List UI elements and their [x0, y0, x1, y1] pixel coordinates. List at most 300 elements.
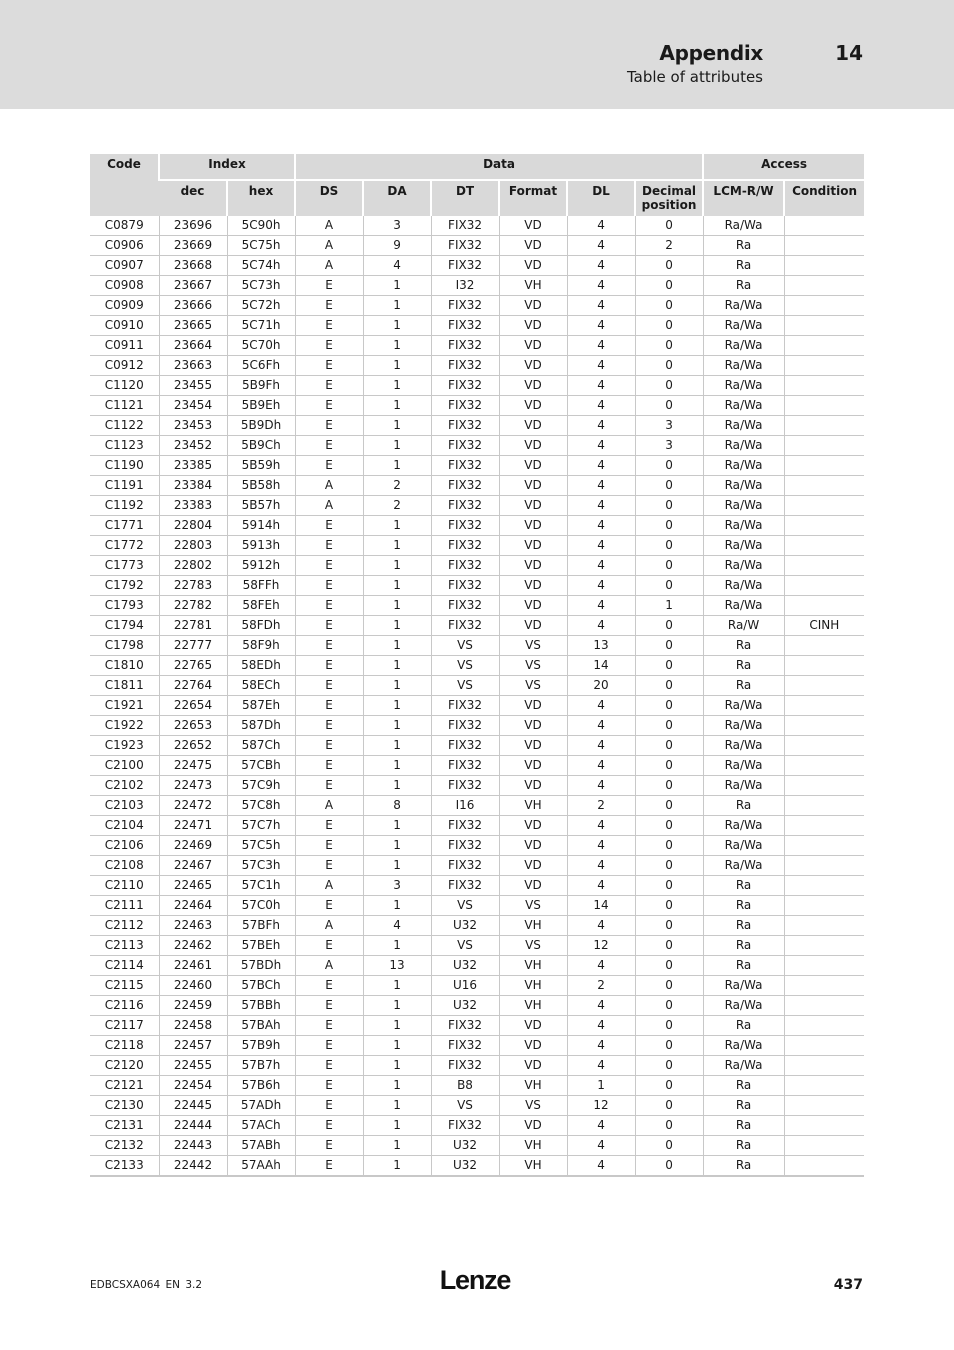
cell-dt: FIX32 [431, 776, 499, 796]
cell-dl: 14 [567, 896, 635, 916]
cell-hex: 57AAh [227, 1156, 295, 1177]
cell-condition [784, 756, 864, 776]
cell-format: VH [499, 276, 567, 296]
table-row [90, 396, 864, 416]
cell-condition [784, 896, 864, 916]
cell-da: 3 [363, 216, 431, 236]
cell-format: VD [499, 256, 567, 276]
cell-condition [784, 996, 864, 1016]
cell-dl: 4 [567, 396, 635, 416]
cell-format: VH [499, 1136, 567, 1156]
cell-code: C2100 [90, 756, 159, 776]
cell-decimal-position: 2 [635, 236, 703, 256]
cell-da: 1 [363, 276, 431, 296]
cell-ds: E [295, 1116, 363, 1136]
lenze-logo-mark [433, 1264, 517, 1296]
cell-condition [784, 216, 864, 236]
table-row [90, 296, 864, 316]
cell-da: 1 [363, 1036, 431, 1056]
cell-da: 1 [363, 816, 431, 836]
cell-da: 1 [363, 656, 431, 676]
table-row [90, 1016, 864, 1036]
cell-da: 1 [363, 716, 431, 736]
cell-dec: 22652 [159, 736, 227, 756]
col-header-condition: Condition [784, 180, 864, 216]
table-row [90, 836, 864, 856]
table-row [90, 876, 864, 896]
cell-decimal-position: 3 [635, 416, 703, 436]
table-row [90, 516, 864, 536]
cell-code: C1921 [90, 696, 159, 716]
cell-format: VD [499, 456, 567, 476]
cell-dl: 4 [567, 476, 635, 496]
cell-decimal-position: 0 [635, 836, 703, 856]
cell-ds: E [295, 716, 363, 736]
table-row [90, 376, 864, 396]
cell-decimal-position: 0 [635, 716, 703, 736]
cell-hex: 57BCh [227, 976, 295, 996]
cell-hex: 5B9Ch [227, 436, 295, 456]
col-header-hex: hex [227, 180, 295, 216]
cell-dec: 22461 [159, 956, 227, 976]
cell-dt: VS [431, 1096, 499, 1116]
table-row [90, 576, 864, 596]
cell-ds: A [295, 476, 363, 496]
cell-da: 1 [363, 996, 431, 1016]
cell-hex: 58F9h [227, 636, 295, 656]
cell-lcm-rw: Ra [703, 916, 784, 936]
table-row [90, 636, 864, 656]
cell-decimal-position: 0 [635, 456, 703, 476]
cell-decimal-position: 0 [635, 256, 703, 276]
cell-ds: E [295, 436, 363, 456]
cell-format: VD [499, 496, 567, 516]
table-row [90, 1036, 864, 1056]
cell-lcm-rw: Ra/Wa [703, 1036, 784, 1056]
cell-condition [784, 796, 864, 816]
cell-dec: 23696 [159, 216, 227, 236]
cell-decimal-position: 0 [635, 1036, 703, 1056]
cell-lcm-rw: Ra/Wa [703, 776, 784, 796]
cell-dl: 4 [567, 416, 635, 436]
cell-ds: E [295, 276, 363, 296]
cell-dec: 22781 [159, 616, 227, 636]
cell-format: VS [499, 936, 567, 956]
cell-hex: 57BBh [227, 996, 295, 1016]
cell-code: C1772 [90, 536, 159, 556]
cell-decimal-position: 0 [635, 616, 703, 636]
cell-hex: 5914h [227, 516, 295, 536]
cell-da: 13 [363, 956, 431, 976]
col-header-decimal-position: Decimal position [635, 180, 703, 216]
cell-format: VD [499, 516, 567, 536]
cell-ds: E [295, 1156, 363, 1177]
cell-ds: E [295, 616, 363, 636]
cell-lcm-rw: Ra [703, 896, 784, 916]
cell-code: C1192 [90, 496, 159, 516]
cell-code: C2111 [90, 896, 159, 916]
cell-format: VD [499, 576, 567, 596]
svg-text:Lenze: Lenze [439, 1265, 511, 1295]
cell-code: C1811 [90, 676, 159, 696]
table-row [90, 416, 864, 436]
cell-format: VH [499, 1076, 567, 1096]
cell-hex: 57B6h [227, 1076, 295, 1096]
cell-ds: E [295, 556, 363, 576]
cell-da: 4 [363, 916, 431, 936]
cell-decimal-position: 0 [635, 636, 703, 656]
page-number: 437 [833, 1277, 863, 1293]
cell-code: C0906 [90, 236, 159, 256]
cell-dt: FIX32 [431, 556, 499, 576]
cell-hex: 57ACh [227, 1116, 295, 1136]
cell-dec: 22783 [159, 576, 227, 596]
cell-da: 1 [363, 1076, 431, 1096]
table-sub-header-row [90, 180, 864, 216]
cell-da: 3 [363, 876, 431, 896]
cell-dl: 4 [567, 436, 635, 456]
cell-decimal-position: 0 [635, 1116, 703, 1136]
cell-dec: 23453 [159, 416, 227, 436]
cell-dec: 23664 [159, 336, 227, 356]
cell-condition [784, 516, 864, 536]
cell-dt: U32 [431, 1136, 499, 1156]
table-row [90, 676, 864, 696]
cell-ds: E [295, 376, 363, 396]
footer-language: EN [165, 1279, 180, 1291]
cell-ds: E [295, 636, 363, 656]
cell-lcm-rw: Ra [703, 1156, 784, 1177]
cell-ds: E [295, 596, 363, 616]
cell-ds: E [295, 936, 363, 956]
cell-dec: 22764 [159, 676, 227, 696]
cell-dl: 4 [567, 856, 635, 876]
cell-format: VS [499, 676, 567, 696]
cell-hex: 5C73h [227, 276, 295, 296]
cell-dt: VS [431, 636, 499, 656]
cell-dec: 23668 [159, 256, 227, 276]
cell-hex: 57ABh [227, 1136, 295, 1156]
cell-lcm-rw: Ra/Wa [703, 336, 784, 356]
cell-dl: 4 [567, 576, 635, 596]
cell-da: 1 [363, 1016, 431, 1036]
table-row [90, 896, 864, 916]
table-body [90, 216, 864, 1176]
cell-condition [784, 1096, 864, 1116]
cell-hex: 5B59h [227, 456, 295, 476]
cell-da: 1 [363, 976, 431, 996]
cell-condition [784, 596, 864, 616]
cell-hex: 57BFh [227, 916, 295, 936]
cell-dl: 4 [567, 836, 635, 856]
cell-da: 1 [363, 316, 431, 336]
cell-lcm-rw: Ra/Wa [703, 416, 784, 436]
cell-ds: E [295, 1076, 363, 1096]
cell-code: C1121 [90, 396, 159, 416]
cell-da: 1 [363, 596, 431, 616]
cell-dl: 12 [567, 936, 635, 956]
cell-da: 1 [363, 676, 431, 696]
cell-ds: E [295, 776, 363, 796]
cell-da: 4 [363, 256, 431, 276]
cell-ds: E [295, 1036, 363, 1056]
col-header-format: Format [499, 180, 567, 216]
cell-format: VD [499, 1016, 567, 1036]
cell-format: VD [499, 1056, 567, 1076]
cell-dt: FIX32 [431, 316, 499, 336]
cell-hex: 5913h [227, 536, 295, 556]
cell-hex: 57C5h [227, 836, 295, 856]
cell-condition [784, 736, 864, 756]
cell-hex: 57C0h [227, 896, 295, 916]
table-row [90, 316, 864, 336]
cell-condition [784, 536, 864, 556]
cell-lcm-rw: Ra/Wa [703, 536, 784, 556]
cell-da: 1 [363, 776, 431, 796]
cell-da: 8 [363, 796, 431, 816]
cell-hex: 58FDh [227, 616, 295, 636]
cell-lcm-rw: Ra/Wa [703, 596, 784, 616]
cell-format: VD [499, 556, 567, 576]
cell-ds: E [295, 896, 363, 916]
cell-ds: A [295, 956, 363, 976]
table-row [90, 736, 864, 756]
cell-condition [784, 256, 864, 276]
header-band [0, 0, 954, 109]
cell-ds: E [295, 696, 363, 716]
cell-dec: 22782 [159, 596, 227, 616]
cell-code: C1773 [90, 556, 159, 576]
table-row [90, 496, 864, 516]
cell-ds: E [295, 296, 363, 316]
cell-decimal-position: 0 [635, 1056, 703, 1076]
col-header-dt: DT [431, 180, 499, 216]
cell-decimal-position: 0 [635, 936, 703, 956]
cell-hex: 57C9h [227, 776, 295, 796]
cell-ds: E [295, 456, 363, 476]
cell-code: C2106 [90, 836, 159, 856]
cell-da: 1 [363, 336, 431, 356]
cell-ds: E [295, 736, 363, 756]
cell-da: 1 [363, 376, 431, 396]
cell-dl: 4 [567, 236, 635, 256]
cell-ds: E [295, 976, 363, 996]
table-row [90, 536, 864, 556]
cell-dt: FIX32 [431, 1116, 499, 1136]
cell-condition [784, 276, 864, 296]
cell-condition [784, 376, 864, 396]
cell-dec: 23667 [159, 276, 227, 296]
cell-da: 9 [363, 236, 431, 256]
cell-format: VD [499, 336, 567, 356]
cell-format: VD [499, 436, 567, 456]
cell-code: C2118 [90, 1036, 159, 1056]
cell-condition [784, 716, 864, 736]
cell-hex: 58ECh [227, 676, 295, 696]
cell-code: C2121 [90, 1076, 159, 1096]
cell-dl: 4 [567, 256, 635, 276]
cell-code: C2110 [90, 876, 159, 896]
table-row [90, 1136, 864, 1156]
cell-code: C0908 [90, 276, 159, 296]
cell-decimal-position: 0 [635, 816, 703, 836]
cell-dt: FIX32 [431, 256, 499, 276]
cell-code: C2103 [90, 796, 159, 816]
cell-lcm-rw: Ra [703, 1076, 784, 1096]
cell-hex: 5B9Dh [227, 416, 295, 436]
cell-ds: E [295, 356, 363, 376]
col-header-ds: DS [295, 180, 363, 216]
cell-da: 1 [363, 756, 431, 776]
cell-code: C2114 [90, 956, 159, 976]
cell-ds: A [295, 236, 363, 256]
cell-dec: 22465 [159, 876, 227, 896]
cell-lcm-rw: Ra [703, 956, 784, 976]
lenze-logo [433, 1264, 517, 1296]
cell-lcm-rw: Ra/Wa [703, 716, 784, 736]
table-row [90, 996, 864, 1016]
cell-format: VS [499, 636, 567, 656]
cell-dt: B8 [431, 1076, 499, 1096]
cell-ds: E [295, 856, 363, 876]
cell-code: C0912 [90, 356, 159, 376]
cell-lcm-rw: Ra/Wa [703, 556, 784, 576]
cell-condition [784, 1016, 864, 1036]
cell-lcm-rw: Ra/Wa [703, 496, 784, 516]
cell-decimal-position: 0 [635, 316, 703, 336]
cell-dl: 4 [567, 1036, 635, 1056]
cell-da: 1 [363, 636, 431, 656]
cell-lcm-rw: Ra/Wa [703, 216, 784, 236]
cell-dec: 23384 [159, 476, 227, 496]
cell-condition: CINH [784, 616, 864, 636]
cell-lcm-rw: Ra/Wa [703, 436, 784, 456]
cell-dl: 4 [567, 716, 635, 736]
cell-condition [784, 876, 864, 896]
cell-da: 1 [363, 1156, 431, 1177]
cell-dec: 22463 [159, 916, 227, 936]
cell-ds: E [295, 1136, 363, 1156]
footer-doc-id: EDBCSXA064 [90, 1279, 161, 1291]
cell-decimal-position: 0 [635, 356, 703, 376]
footer-version: 3.2 [185, 1279, 203, 1291]
cell-dl: 4 [567, 696, 635, 716]
cell-dt: FIX32 [431, 1016, 499, 1036]
cell-dt: VS [431, 936, 499, 956]
cell-dl: 13 [567, 636, 635, 656]
cell-hex: 57C3h [227, 856, 295, 876]
cell-condition [784, 1076, 864, 1096]
cell-dt: FIX32 [431, 536, 499, 556]
cell-condition [784, 676, 864, 696]
cell-dt: FIX32 [431, 816, 499, 836]
cell-format: VD [499, 396, 567, 416]
cell-dl: 4 [567, 516, 635, 536]
cell-ds: E [295, 1056, 363, 1076]
cell-code: C0907 [90, 256, 159, 276]
cell-decimal-position: 0 [635, 796, 703, 816]
cell-da: 1 [363, 936, 431, 956]
cell-dec: 22473 [159, 776, 227, 796]
cell-format: VD [499, 1036, 567, 1056]
cell-ds: E [295, 396, 363, 416]
cell-ds: E [295, 1096, 363, 1116]
cell-code: C1923 [90, 736, 159, 756]
cell-condition [784, 636, 864, 656]
table-row [90, 236, 864, 256]
cell-format: VD [499, 836, 567, 856]
cell-code: C1798 [90, 636, 159, 656]
cell-decimal-position: 1 [635, 596, 703, 616]
cell-lcm-rw: Ra [703, 256, 784, 276]
cell-hex: 5C74h [227, 256, 295, 276]
cell-dt: VS [431, 676, 499, 696]
cell-format: VS [499, 1096, 567, 1116]
cell-dt: FIX32 [431, 756, 499, 776]
cell-dl: 4 [567, 1136, 635, 1156]
cell-decimal-position: 0 [635, 516, 703, 536]
cell-code: C1810 [90, 656, 159, 676]
cell-format: VH [499, 996, 567, 1016]
cell-da: 2 [363, 496, 431, 516]
cell-decimal-position: 0 [635, 476, 703, 496]
table-row [90, 1116, 864, 1136]
cell-condition [784, 456, 864, 476]
cell-decimal-position: 0 [635, 336, 703, 356]
cell-decimal-position: 0 [635, 996, 703, 1016]
cell-ds: A [295, 916, 363, 936]
cell-lcm-rw: Ra/W [703, 616, 784, 636]
cell-lcm-rw: Ra/Wa [703, 516, 784, 536]
cell-da: 2 [363, 476, 431, 496]
cell-lcm-rw: Ra [703, 636, 784, 656]
cell-dl: 4 [567, 456, 635, 476]
cell-format: VS [499, 896, 567, 916]
cell-hex: 587Dh [227, 716, 295, 736]
cell-dec: 22455 [159, 1056, 227, 1076]
cell-code: C1120 [90, 376, 159, 396]
cell-decimal-position: 0 [635, 396, 703, 416]
cell-condition [784, 416, 864, 436]
cell-hex: 57BDh [227, 956, 295, 976]
cell-code: C2116 [90, 996, 159, 1016]
cell-da: 1 [363, 416, 431, 436]
cell-condition [784, 476, 864, 496]
cell-dl: 4 [567, 756, 635, 776]
cell-decimal-position: 0 [635, 976, 703, 996]
cell-format: VD [499, 316, 567, 336]
cell-hex: 5912h [227, 556, 295, 576]
cell-condition [784, 696, 864, 716]
cell-dl: 4 [567, 296, 635, 316]
cell-dec: 22467 [159, 856, 227, 876]
cell-dl: 4 [567, 336, 635, 356]
cell-dt: FIX32 [431, 336, 499, 356]
cell-da: 1 [363, 516, 431, 536]
cell-lcm-rw: Ra/Wa [703, 476, 784, 496]
cell-lcm-rw: Ra [703, 936, 784, 956]
cell-da: 1 [363, 356, 431, 376]
cell-code: C0879 [90, 216, 159, 236]
cell-condition [784, 1156, 864, 1177]
cell-dt: FIX32 [431, 596, 499, 616]
cell-dl: 2 [567, 976, 635, 996]
cell-dt: FIX32 [431, 616, 499, 636]
cell-code: C1792 [90, 576, 159, 596]
cell-condition [784, 1036, 864, 1056]
table-row [90, 556, 864, 576]
col-header-dl: DL [567, 180, 635, 216]
